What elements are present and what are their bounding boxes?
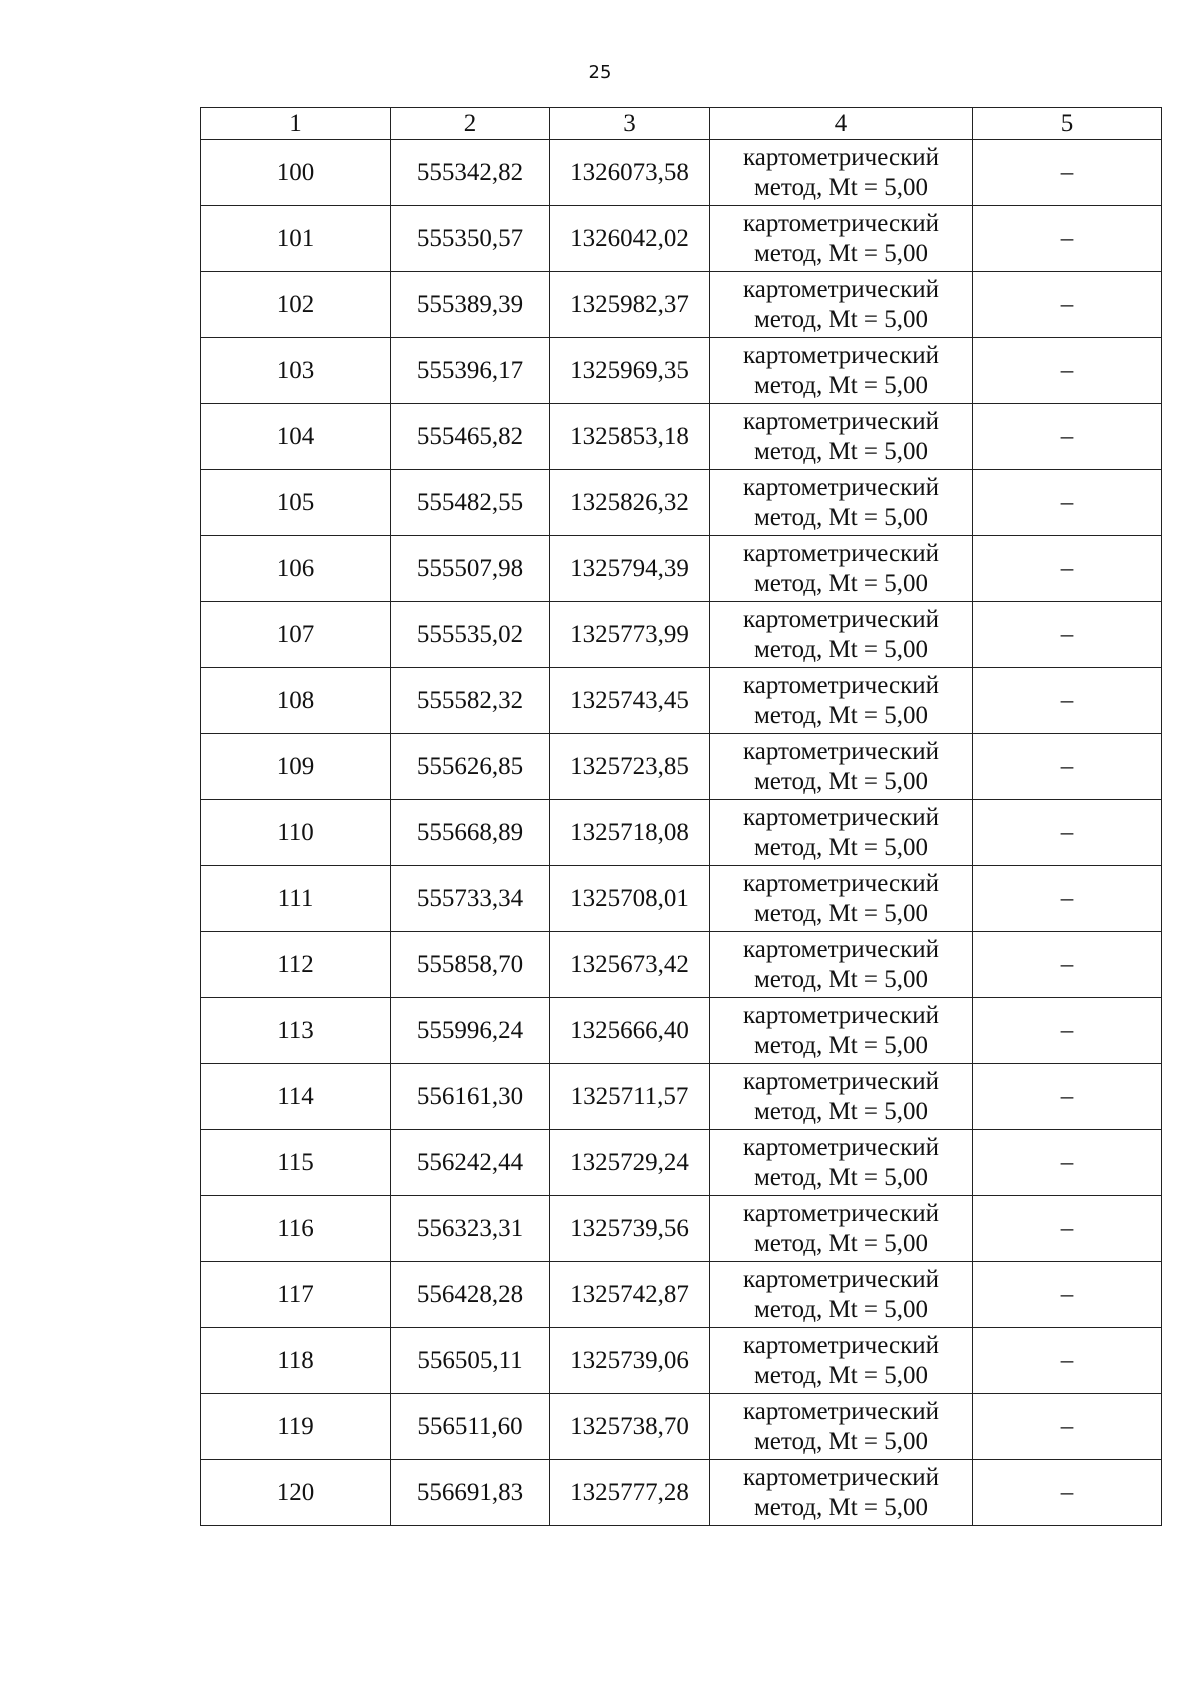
description-cell: –: [973, 206, 1162, 272]
point-number-cell: 114: [201, 1064, 391, 1130]
point-number-cell: 112: [201, 932, 391, 998]
description-cell: –: [973, 140, 1162, 206]
table-row: [201, 206, 1162, 272]
description-cell: –: [973, 1130, 1162, 1196]
point-number-cell: 113: [201, 998, 391, 1064]
header-col-2: 2: [391, 108, 550, 140]
point-number-cell: 100: [201, 140, 391, 206]
point-number-cell: 111: [201, 866, 391, 932]
point-number-cell: 120: [201, 1460, 391, 1526]
table-header: [201, 108, 1162, 140]
method-cell: [710, 404, 973, 470]
method-accuracy: метод, Mt = 5,00: [753, 899, 929, 927]
x-coordinate-cell: 555507,98: [391, 536, 550, 602]
x-coordinate-cell: 556428,28: [391, 1262, 550, 1328]
description-cell: –: [973, 1064, 1162, 1130]
x-coordinate-cell: 555482,55: [391, 470, 550, 536]
method-name: картометрический: [743, 275, 939, 303]
table-row: [201, 1196, 1162, 1262]
table-row: [201, 536, 1162, 602]
table-row: [201, 1262, 1162, 1328]
description-cell: –: [973, 998, 1162, 1064]
method-name: картометрический: [743, 869, 939, 897]
method-name: картометрический: [743, 539, 939, 567]
method-name: картометрический: [743, 1067, 939, 1095]
method-accuracy: метод, Mt = 5,00: [753, 1163, 929, 1191]
header-col-5: 5: [973, 108, 1162, 140]
table-row: [201, 1460, 1162, 1526]
point-number-cell: 102: [201, 272, 391, 338]
method-name: картометрический: [743, 605, 939, 633]
y-coordinate-cell: 1325853,18: [550, 404, 710, 470]
table-row: [201, 140, 1162, 206]
table-row: [201, 800, 1162, 866]
method-accuracy: метод, Mt = 5,00: [753, 1295, 929, 1323]
method-name: картометрический: [743, 1265, 939, 1293]
method-accuracy: метод, Mt = 5,00: [753, 173, 929, 201]
method-cell: [710, 1262, 973, 1328]
method-accuracy: метод, Mt = 5,00: [753, 305, 929, 333]
table-row: [201, 338, 1162, 404]
y-coordinate-cell: 1325708,01: [550, 866, 710, 932]
method-cell: [710, 1196, 973, 1262]
method-accuracy: метод, Mt = 5,00: [753, 569, 929, 597]
method-name: картометрический: [743, 1397, 939, 1425]
method-name: картометрический: [743, 407, 939, 435]
method-cell: [710, 734, 973, 800]
method-cell: [710, 140, 973, 206]
x-coordinate-cell: 555582,32: [391, 668, 550, 734]
table-row: [201, 1064, 1162, 1130]
point-number-cell: 115: [201, 1130, 391, 1196]
point-number-cell: 108: [201, 668, 391, 734]
table-row: [201, 932, 1162, 998]
method-cell: [710, 932, 973, 998]
point-number-cell: 106: [201, 536, 391, 602]
x-coordinate-cell: 556161,30: [391, 1064, 550, 1130]
table-row: [201, 734, 1162, 800]
description-cell: –: [973, 536, 1162, 602]
header-col-1: 1: [201, 108, 391, 140]
x-coordinate-cell: 555626,85: [391, 734, 550, 800]
table-row: [201, 602, 1162, 668]
point-number-cell: 101: [201, 206, 391, 272]
y-coordinate-cell: 1325826,32: [550, 470, 710, 536]
x-coordinate-cell: 555465,82: [391, 404, 550, 470]
description-cell: –: [973, 866, 1162, 932]
y-coordinate-cell: 1325773,99: [550, 602, 710, 668]
y-coordinate-cell: 1325673,42: [550, 932, 710, 998]
method-accuracy: метод, Mt = 5,00: [753, 371, 929, 399]
method-cell: [710, 1064, 973, 1130]
method-name: картометрический: [743, 1463, 939, 1491]
y-coordinate-cell: 1325666,40: [550, 998, 710, 1064]
y-coordinate-cell: 1325711,57: [550, 1064, 710, 1130]
description-cell: –: [973, 1196, 1162, 1262]
x-coordinate-cell: 556691,83: [391, 1460, 550, 1526]
page-number: 25: [588, 62, 612, 83]
method-name: картометрический: [743, 803, 939, 831]
y-coordinate-cell: 1325729,24: [550, 1130, 710, 1196]
y-coordinate-cell: 1325739,56: [550, 1196, 710, 1262]
x-coordinate-cell: 555396,17: [391, 338, 550, 404]
y-coordinate-cell: 1325718,08: [550, 800, 710, 866]
point-number-cell: 107: [201, 602, 391, 668]
method-cell: [710, 338, 973, 404]
method-name: картометрический: [743, 1001, 939, 1029]
description-cell: –: [973, 1394, 1162, 1460]
method-cell: [710, 1328, 973, 1394]
method-name: картометрический: [743, 1199, 939, 1227]
table-row: [201, 866, 1162, 932]
x-coordinate-cell: 555350,57: [391, 206, 550, 272]
description-cell: –: [973, 668, 1162, 734]
description-cell: –: [973, 404, 1162, 470]
table-row: [201, 1328, 1162, 1394]
table-row: [201, 998, 1162, 1064]
table-row: [201, 1394, 1162, 1460]
method-accuracy: метод, Mt = 5,00: [753, 635, 929, 663]
description-cell: –: [973, 1328, 1162, 1394]
y-coordinate-cell: 1325969,35: [550, 338, 710, 404]
x-coordinate-cell: 556242,44: [391, 1130, 550, 1196]
y-coordinate-cell: 1325742,87: [550, 1262, 710, 1328]
x-coordinate-cell: 556511,60: [391, 1394, 550, 1460]
point-number-cell: 119: [201, 1394, 391, 1460]
method-cell: [710, 536, 973, 602]
method-name: картометрический: [743, 341, 939, 369]
y-coordinate-cell: 1325723,85: [550, 734, 710, 800]
method-accuracy: метод, Mt = 5,00: [753, 1229, 929, 1257]
description-cell: –: [973, 338, 1162, 404]
method-name: картометрический: [743, 737, 939, 765]
x-coordinate-cell: 555535,02: [391, 602, 550, 668]
table-row: [201, 470, 1162, 536]
description-cell: –: [973, 470, 1162, 536]
table-row: [201, 404, 1162, 470]
method-accuracy: метод, Mt = 5,00: [753, 503, 929, 531]
table-row: [201, 668, 1162, 734]
x-coordinate-cell: 556505,11: [391, 1328, 550, 1394]
y-coordinate-cell: 1325738,70: [550, 1394, 710, 1460]
description-cell: –: [973, 800, 1162, 866]
description-cell: –: [973, 1262, 1162, 1328]
point-number-cell: 117: [201, 1262, 391, 1328]
method-cell: [710, 272, 973, 338]
method-cell: [710, 800, 973, 866]
description-cell: –: [973, 272, 1162, 338]
x-coordinate-cell: 555342,82: [391, 140, 550, 206]
x-coordinate-cell: 555389,39: [391, 272, 550, 338]
method-cell: [710, 602, 973, 668]
y-coordinate-cell: 1325777,28: [550, 1460, 710, 1526]
point-number-cell: 118: [201, 1328, 391, 1394]
y-coordinate-cell: 1325743,45: [550, 668, 710, 734]
table-row: [201, 1130, 1162, 1196]
method-cell: [710, 1130, 973, 1196]
description-cell: –: [973, 602, 1162, 668]
method-cell: [710, 206, 973, 272]
method-accuracy: метод, Mt = 5,00: [753, 239, 929, 267]
method-accuracy: метод, Mt = 5,00: [753, 965, 929, 993]
method-cell: [710, 998, 973, 1064]
point-number-cell: 110: [201, 800, 391, 866]
method-accuracy: метод, Mt = 5,00: [753, 1361, 929, 1389]
point-number-cell: 105: [201, 470, 391, 536]
method-name: картометрический: [743, 1133, 939, 1161]
point-number-cell: 109: [201, 734, 391, 800]
method-cell: [710, 1460, 973, 1526]
method-cell: [710, 1394, 973, 1460]
method-accuracy: метод, Mt = 5,00: [753, 1427, 929, 1455]
x-coordinate-cell: 556323,31: [391, 1196, 550, 1262]
y-coordinate-cell: 1325794,39: [550, 536, 710, 602]
point-number-cell: 103: [201, 338, 391, 404]
x-coordinate-cell: 555733,34: [391, 866, 550, 932]
y-coordinate-cell: 1325982,37: [550, 272, 710, 338]
description-cell: –: [973, 1460, 1162, 1526]
y-coordinate-cell: 1326073,58: [550, 140, 710, 206]
method-accuracy: метод, Mt = 5,00: [753, 1031, 929, 1059]
description-cell: –: [973, 734, 1162, 800]
method-cell: [710, 470, 973, 536]
x-coordinate-cell: 555996,24: [391, 998, 550, 1064]
header-col-4: 4: [710, 108, 973, 140]
method-accuracy: метод, Mt = 5,00: [753, 701, 929, 729]
method-accuracy: метод, Mt = 5,00: [753, 1097, 929, 1125]
x-coordinate-cell: 555858,70: [391, 932, 550, 998]
method-cell: [710, 668, 973, 734]
y-coordinate-cell: 1325739,06: [550, 1328, 710, 1394]
method-accuracy: метод, Mt = 5,00: [753, 767, 929, 795]
y-coordinate-cell: 1326042,02: [550, 206, 710, 272]
method-accuracy: метод, Mt = 5,00: [753, 437, 929, 465]
method-name: картометрический: [743, 1331, 939, 1359]
header-col-3: 3: [550, 108, 710, 140]
method-name: картометрический: [743, 935, 939, 963]
method-accuracy: метод, Mt = 5,00: [753, 1493, 929, 1521]
method-cell: [710, 866, 973, 932]
method-name: картометрический: [743, 473, 939, 501]
method-name: картометрический: [743, 209, 939, 237]
x-coordinate-cell: 555668,89: [391, 800, 550, 866]
point-number-cell: 104: [201, 404, 391, 470]
description-cell: –: [973, 932, 1162, 998]
table-body: [201, 140, 1162, 1526]
method-accuracy: метод, Mt = 5,00: [753, 833, 929, 861]
point-number-cell: 116: [201, 1196, 391, 1262]
header-row: [201, 108, 1162, 140]
table-row: [201, 272, 1162, 338]
method-name: картометрический: [743, 143, 939, 171]
coordinates-table: [200, 107, 1162, 1526]
method-name: картометрический: [743, 671, 939, 699]
